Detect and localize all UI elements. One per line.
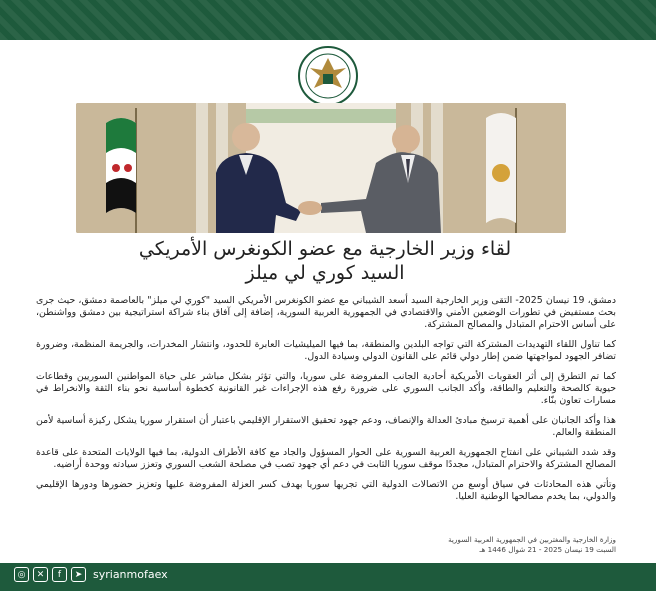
date-text: السبت 19 نيسان 2025 - 21 شوال 1446 هـ: [479, 545, 616, 554]
telegram-icon[interactable]: ➤: [71, 567, 86, 582]
footer-band: [0, 563, 656, 591]
social-handle[interactable]: syrianmofaex: [93, 568, 168, 581]
ministry-seal-icon: [296, 44, 360, 108]
headline-line-2: السيد كوري لي ميلز: [245, 262, 405, 284]
header-band: [0, 0, 656, 40]
paragraph: هذا وأكد الجانبان على أهمية ترسيخ مبادئ العدالة والإنصاف، ودعم جهود تحقيق الاستقرار الإقليمي باعتبار أن استقرار سوريا يشكل ركيزة أساسية لأمن المنطقة والعالم.: [36, 415, 616, 439]
paragraph: كما تم التطرق إلى أثر العقوبات الأمريكية أحادية الجانب المفروضة على سوريا، والتي تؤثر بشكل مباشر على حياة المواطنين السوريين وقطاعات حيوية كالصحة والتعليم والطاقة، وأكد الجانب السوري على ضرورة رفع هذه الإجراءات غير القانونية كخطوة أساسية نحو بناء الثقة والانخراط في مسارات تعاون بنّاء.: [36, 371, 616, 407]
social-links: [14, 567, 168, 582]
ministry-name: وزارة الخارجية والمغتربين في الجمهورية العربية السورية: [448, 535, 616, 544]
article-body: [36, 295, 616, 511]
paragraph: وتأتي هذه المحادثات في سياق أوسع من الاتصالات الدولية التي تجريها سوريا بهدف كسر العزلة المفروضة عليها وتعزيز حضورها ودورها الإقليمي والدولي، بما يخدم مصالحها الوطنية العليا.: [36, 478, 616, 503]
dateline: [36, 535, 616, 555]
x-icon[interactable]: ✕: [33, 567, 48, 582]
facebook-icon[interactable]: f: [52, 567, 67, 582]
instagram-icon[interactable]: ◎: [14, 567, 29, 582]
headline-line-1: لقاء وزير الخارجية مع عضو الكونغرس الأمريكي: [138, 238, 512, 260]
paragraph: وقد شدد الشيباني على انفتاح الجمهورية العربية السورية على الحوار المسؤول والجاد مع كافة الأطراف الدولية، بما فيها الولايات المتحدة على قاعدة المصالح المشتركة والاحترام المتبادل، مجددًا موقف سوريا الثابت في دعم أي جهود تصب في مصلحة الشعب السوري وتعزز سيادته ووحدة أراضيه.: [36, 447, 616, 471]
paragraph: كما تناول اللقاء التهديدات المشتركة التي تواجه البلدين والمنطقة، بما فيها الميليشيات العابرة للحدود، وانتشار المخدرات، والجريمة المنظمة، وضرورة تضافر الجهود لمواجهتها ضمن إطار دولي قائم على القانون الدولي وسيادة الدول.: [36, 339, 616, 363]
meeting-photo: [76, 103, 566, 233]
paragraph: دمشق، 19 نيسان 2025- التقى وزير الخارجية السيد أسعد الشيباني مع عضو الكونغرس الأمريكي السيد "كوري لي ميلز" بالعاصمة دمشق، حيث جرى بحث مستفيض في تطورات الوضعين الأمني والاقتصادي في الجمهورية العربية السورية، إضافة إلى آفاق بناء شراكة استراتيجية بين دمشق وواشنطن، على أساس الاحترام المتبادل والمصالح المشتركة.: [36, 295, 617, 331]
